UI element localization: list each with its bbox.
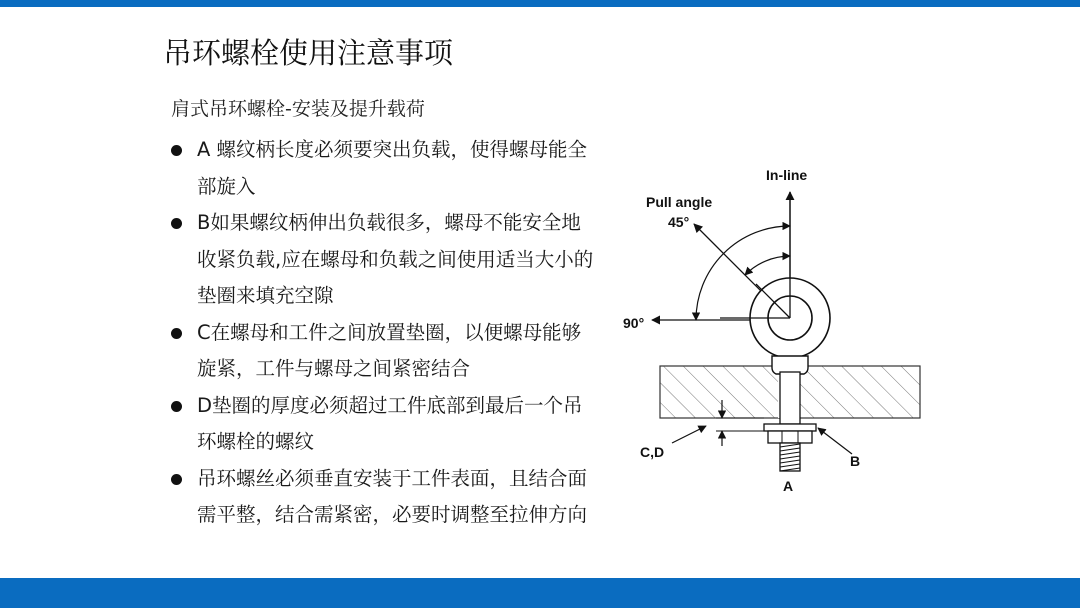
bullet-item-b: [168, 205, 618, 315]
bullet-dot-icon: [171, 145, 182, 156]
bolt-shoulder: [772, 356, 808, 374]
bolt-shank: [780, 372, 800, 424]
bullet-item-c: [168, 315, 618, 388]
bullet-line: C在螺母和工件之间放置垫圈，以便螺母能够: [197, 320, 582, 344]
bullet-line: 需平整，结合需紧密，必要时调整至拉伸方向: [197, 503, 588, 526]
label-cd: C,D: [640, 444, 665, 460]
eye-bolt-diagram: [615, 160, 935, 500]
bullet-line: 垫圈来填充空隙: [197, 284, 334, 307]
bullet-dot-icon: [171, 328, 182, 339]
pull-angle-label: Pull angle: [646, 194, 713, 210]
top-accent-bar: [0, 0, 1080, 7]
page-subtitle: 肩式吊环螺栓-安装及提升载荷: [171, 98, 425, 120]
bullet-dot-icon: [171, 474, 182, 485]
bullet-line: 部旋入: [197, 174, 256, 198]
angle-arc-45: [745, 256, 790, 275]
b-leader: [818, 428, 852, 454]
angle-45-label: 45°: [668, 214, 690, 230]
bullet-line: B如果螺纹柄伸出负载很多，螺母不能安全地: [197, 211, 581, 234]
bullet-item-d: [168, 388, 618, 461]
page-title: 吊环螺栓使用注意事项: [163, 36, 454, 70]
cd-leader: [672, 426, 706, 443]
inline-label: In-line: [766, 167, 808, 183]
bullet-list: [168, 132, 618, 534]
label-a: A: [783, 478, 794, 494]
bullet-line: 收紧负载,应在螺母和负载之间使用适当大小的: [197, 247, 594, 271]
bullet-item-mounting: [168, 461, 618, 534]
bullet-line: 环螺栓的螺纹: [197, 430, 315, 453]
bullet-dot-icon: [171, 218, 182, 229]
bottom-accent-bar: [0, 578, 1080, 608]
bullet-line: 旋紧，工件与螺母之间紧密结合: [197, 357, 471, 380]
bullet-line: D垫圈的厚度必须超过工件底部到最后一个吊: [197, 393, 583, 417]
bullet-item-a: [168, 132, 618, 205]
bullet-line: A 螺纹柄长度必须要突出负载，使得螺母能全: [197, 138, 588, 161]
bullet-dot-icon: [171, 401, 182, 412]
nut: [768, 431, 812, 443]
label-b: B: [850, 453, 861, 469]
bullet-line: 吊环螺丝必须垂直安装于工件表面，且结合面: [197, 466, 588, 490]
washer: [764, 424, 816, 431]
angle-90-label: 90°: [623, 315, 645, 331]
